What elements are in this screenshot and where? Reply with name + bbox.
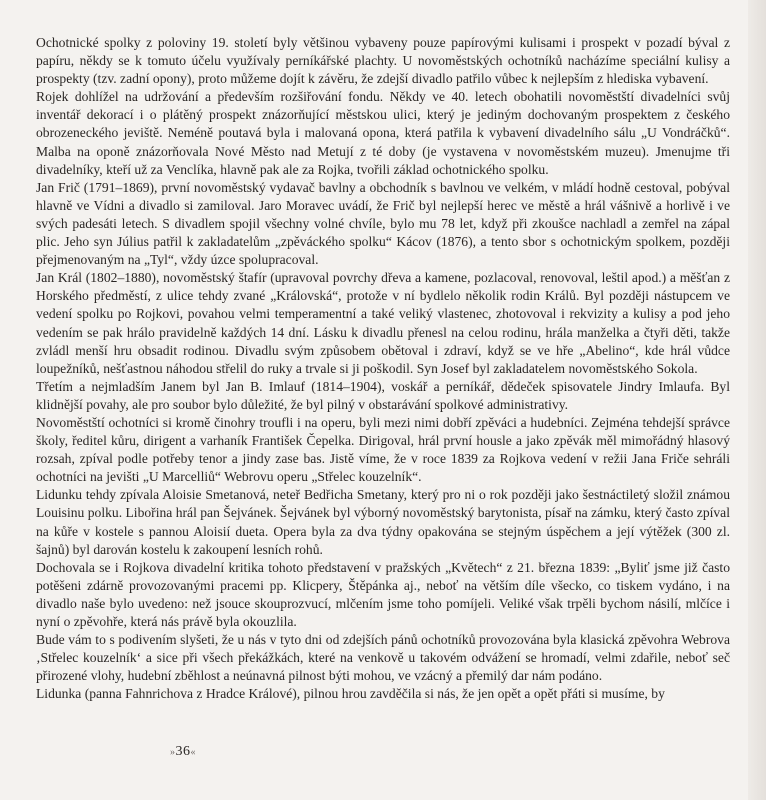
- folio-right-marks: «: [190, 747, 196, 758]
- paragraph-5: Třetím a nejmladším Janem byl Jan B. Imlauf (1814–1904), voskář a perníkář, dědeček spisovatele Jindry Imlaufa. Byl klidnější povahy, ale pro soubor bylo důležité, že byl pilný v obstarávání spolkové administrativy.: [36, 378, 730, 412]
- paragraph-7: Lidunku tehdy zpívala Aloisie Smetanová, neteř Bedřicha Smetany, který pro ni o rok později jako šestnáctiletý složil známou Louisinu polku. Libořina hrál pan Šejvánek. Šejvánek byl výborný novoměstský barytonista, písař na zámku, který často zpíval na kůře v kostele s pannou Aloisií dueta. Opera byla za dva týdny opakována se stejným úspěchem a její výtěžek (300 zl. šajnů) byl darován kostelu k zakoupení lesních rohů.: [36, 487, 730, 557]
- body-text: [36, 34, 730, 703]
- paragraph-4: Jan Král (1802–1880), novoměstský štafír (upravoval povrchy dřeva a kamene, pozlacoval, renovoval, leštil apod.) a měšťan z Horského předměstí, z ulice tehdy zvané „Královská“, protože v ní bydlelo několik rodin Králů. Byl později nástupcem ve vedení spolku po Rojkovi, povahou velmi temperamentní a také veliký vlastenec, zhotovoval i rekvizity a kulisy a pod jeho vedením se pak hrálo pravidelně každých 14 dní. Lásku k divadlu přenesl na celou rodinu, hrála manželka a čtyři děti, takže zvládl menší hru obsadit rodinou. Divadlu svým způsobem obětoval i zdraví, když se ve hře „Abelino“, kde hrál vůdce loupežníků, nešťastnou náhodou střelil do ruky a trvale si ji poškodil. Syn Josef byl zakladatelem novoměstského Sokola.: [36, 270, 730, 376]
- paragraph-1: Ochotnické spolky z poloviny 19. století byly většinou vybaveny pouze papírovými kulisami i prospekt v pozadí býval z papíru, někdy se k tomuto účelu využívaly perníkářské plachty. U novoměstských ochotníků nacházíme speciální kulisy a prospekty (tzv. zadní opony), proto můžeme dojít k závěru, že zdejší divadlo patřilo vůbec k nejlepším z hlediska vybavení.: [36, 35, 730, 87]
- folio-number: 36: [175, 744, 191, 759]
- paragraph-6: Novoměstští ochotníci si kromě činohry troufli i na operu, byli mezi nimi dobří zpěváci a hudebníci. Zejména tehdejší správce školy, ředitel kůru, dirigent a varhaník František Čepelka. Dirigoval, hrál první housle a jako zpěvák měl mimořádný hlasový rozsah, zpíval podle potřeby tenor a jindy zase bas. Jistě víme, že v roce 1839 za Rojkova vedení v režii Jana Friče sehráli ochotníci na jevišti „U Marcelliů“ Webrovu operu „Střelec kouzelník“.: [36, 414, 730, 485]
- folio-left-marks: »: [170, 747, 176, 758]
- paragraph-8: Dochovala se i Rojkova divadelní kritika tohoto představení v pražských „Květech“ z 21. března 1839: „Byliť jsme již často potěšeni zdárně provozovanými pracemi pp. Klicpery, Štěpánka aj., neboť na větším díle všecko, co tiskem vydáno, i na divadlo naše bylo uvedeno: než jsouce skouprozvucí, mlčením jsme toho pomíjeli. Veliké však trpěli bychom násilí, mlčíce i nyní o zpěvohře, která nás právě byla okouzlila.: [36, 559, 730, 629]
- page-number: [170, 744, 196, 760]
- page-edge: [748, 0, 766, 800]
- paragraph-2: Rojek dohlížel na udržování a především rozšiřování fondu. Někdy ve 40. letech obohatili novoměstští divadelníci svůj inventář dekorací i o plátěný prospekt znázorňující městskou ulici, který je jediným dochovaným prospektem z českého obrozeneckého jeviště. Neméně poutavá byla i malovaná opona, která patřila k vybavení divadelního sálu „U Vondráčků“. Malba na oponě znázorňovala Nové Město nad Metují z té doby (je vystavena v novoměstském muzeu). Jmenujme tři divadelníky, kteří už za Venclíka, hlavně pak ale za Rojka, tvořili základ ochotnického spolku.: [36, 89, 730, 177]
- paragraph-9: Bude vám to s podivením slyšeti, že u nás v tyto dni od zdejších pánů ochotníků provozována byla klasická zpěvohra Webrova ‚Střelec kouzelník‘ a sice při všech překážkách, které na venkově u takovém odvážení se hromadí, velmi zdařile, neboť seč přirozené vlohy, hudební zběhlost a neúnavná pilnost býti mohou, ve vzácný a přemilý dar nám podáno.: [36, 632, 730, 684]
- paragraph-3: Jan Frič (1791–1869), první novoměstský vydavač bavlny a obchodník s bavlnou ve velkém, v mládí hodně cestoval, pobýval hlavně ve Vídni a divadlo si zamiloval. Jaro Moravec uvádí, že Frič byl nejlepší herec ve městě a hrál vášnivě a horlivě i ve svých padesáti letech. S divadlem spojil všechny volné chvíle, bylo mu 78 let, když při zkoušce nachladl a zemřel na zápal plic. Jeho syn Július patřil k zakladatelům „zpěváckého spolku“ Kácov (1876), a tento sbor s ochotnickým spolkem, později přejmenovaným na „Tyl“, vždy úzce spolupracoval.: [36, 179, 730, 268]
- paragraph-10: Lidunka (panna Fahnrichova z Hradce Králové), pilnou hrou zavděčila si nás, že jen opět a opět přáti si musíme, by: [36, 686, 665, 702]
